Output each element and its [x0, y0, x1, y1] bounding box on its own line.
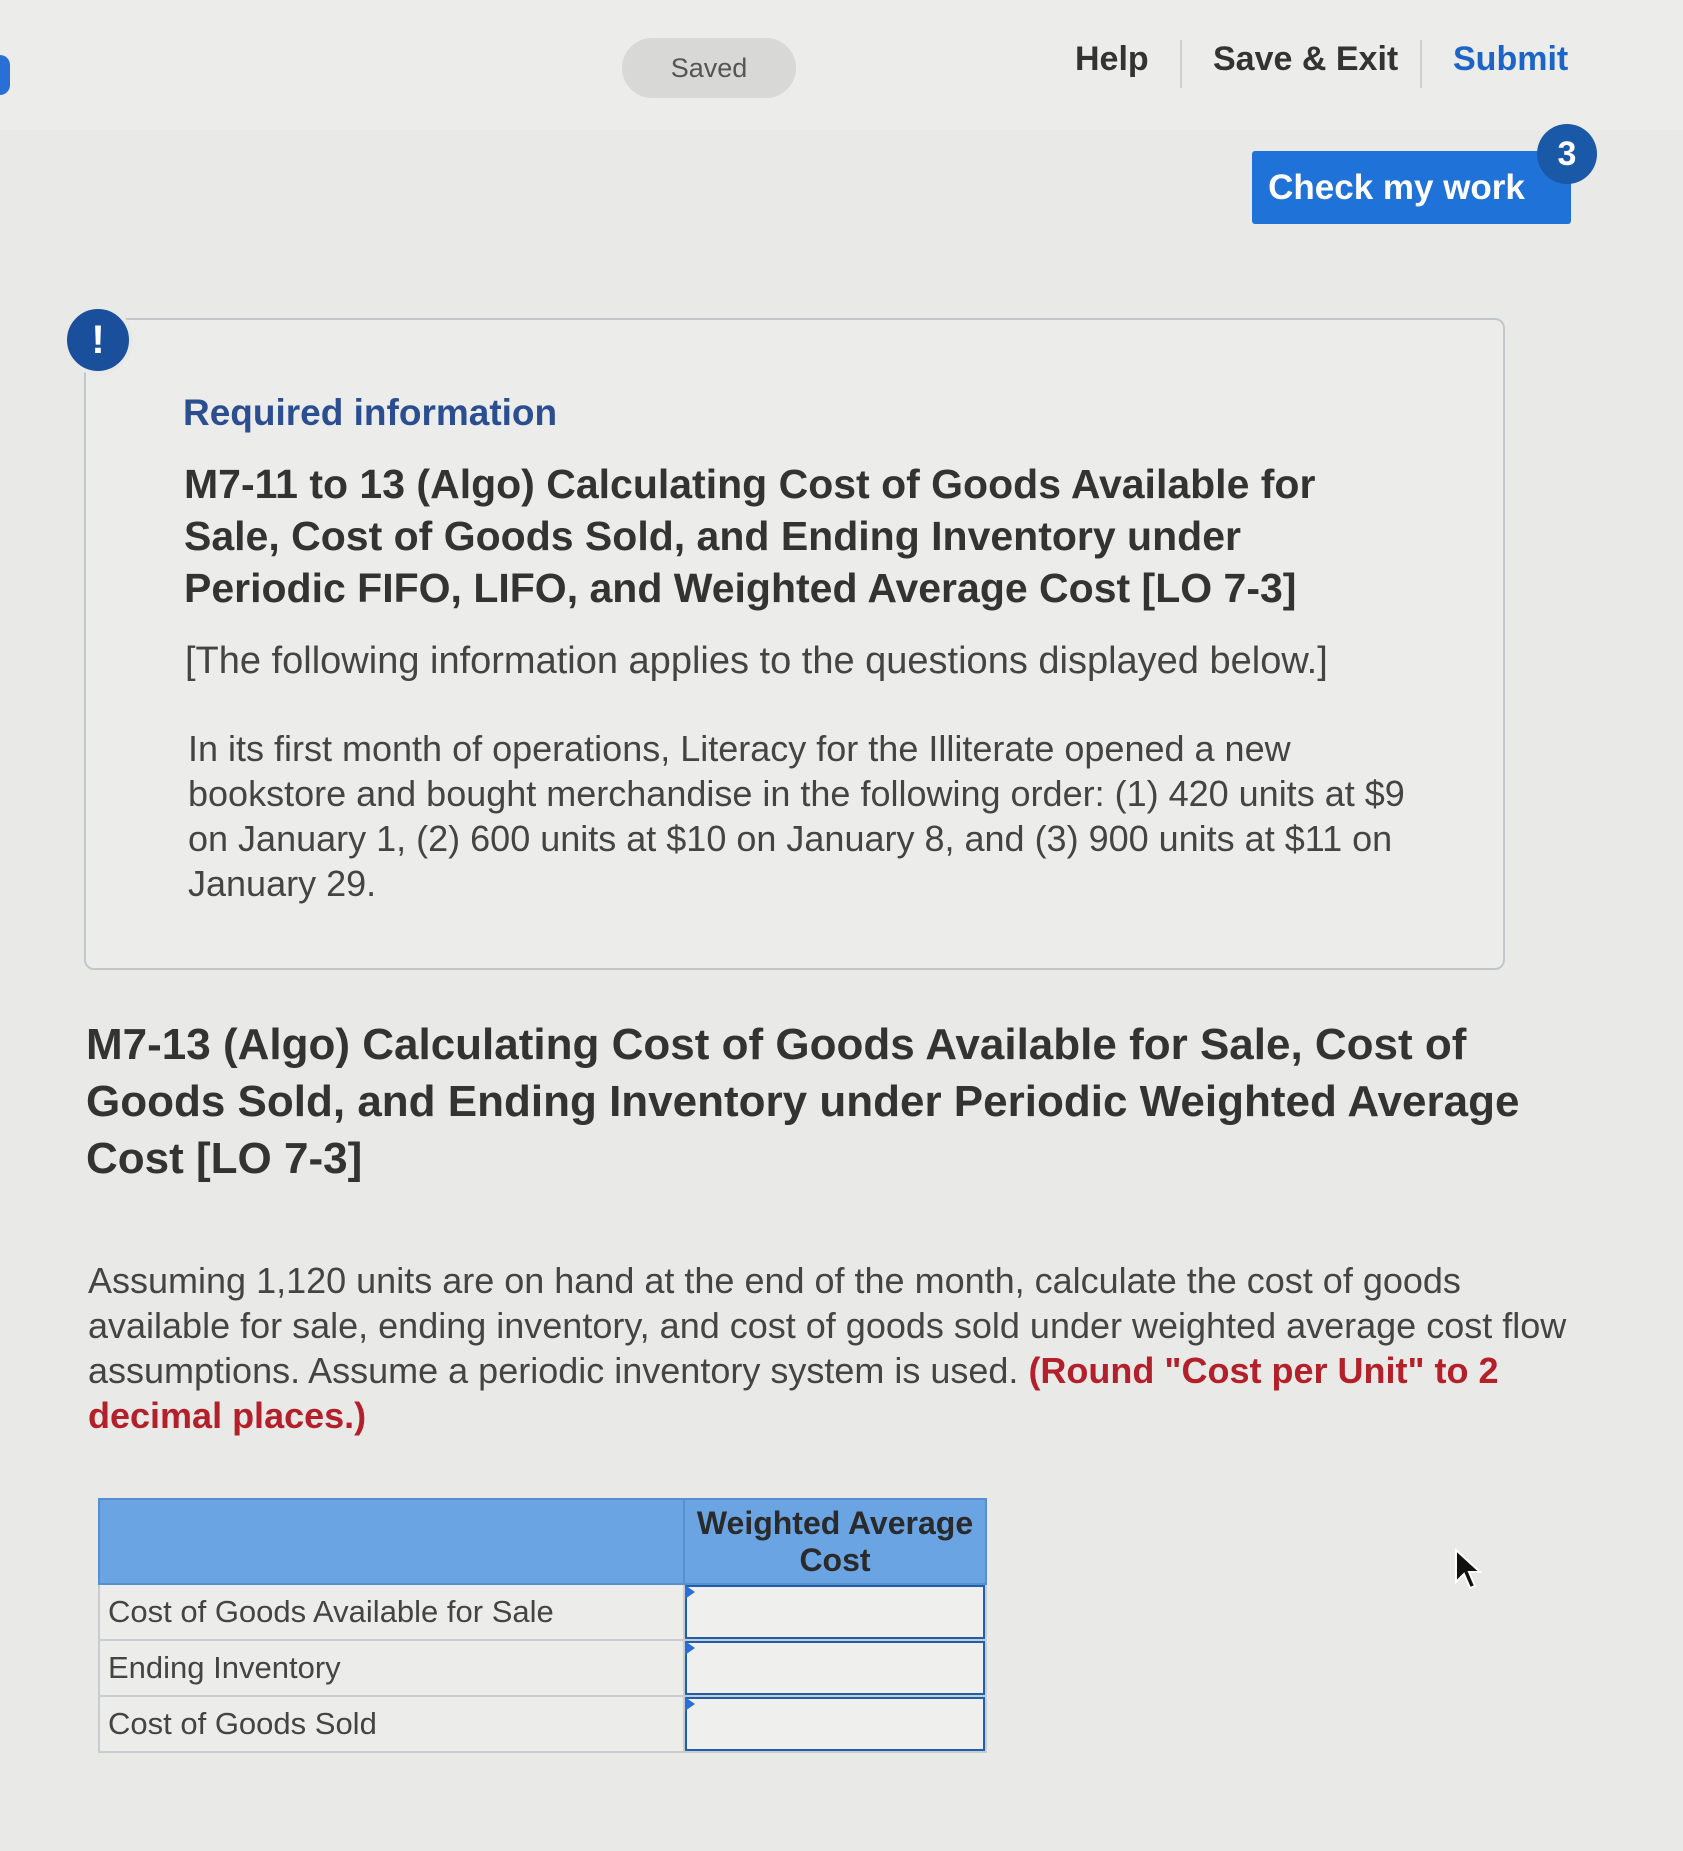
table-header-row: [99, 1499, 986, 1584]
row-label-cogas: Cost of Goods Available for Sale: [99, 1584, 684, 1640]
answer-cell: [684, 1640, 986, 1696]
nav-divider: [1180, 40, 1182, 88]
weighted-average-cost-header: Weighted Average Cost: [684, 1499, 986, 1584]
cell-marker-icon: [685, 1585, 695, 1599]
alert-icon: !: [63, 305, 133, 375]
cogs-input[interactable]: [685, 1697, 985, 1751]
question-body: [88, 1258, 1608, 1438]
save-exit-button[interactable]: Save & Exit: [1213, 40, 1399, 78]
answer-table: [98, 1498, 987, 1753]
question-title: M7-13 (Algo) Calculating Cost of Goods Available for Sale, Cost of Goods Sold, and Ending Inventory under Periodic Weighted Average Cost [LO 7-3]: [86, 1020, 1520, 1183]
info-title: M7-11 to 13 (Algo) Calculating Cost of Goods Available for Sale, Cost of Goods Sold, and Ending Inventory under Periodic FIFO, LIFO, and Weighted Average Cost [LO 7-3]: [184, 461, 1316, 611]
ending-inventory-input[interactable]: [685, 1641, 985, 1695]
required-information-heading: Required information: [183, 392, 558, 433]
question-text: Assuming 1,120 units are on hand at the end of the month, calculate the cost of goods available for sale, ending inventory, and cost of goods sold under weighted average cost flow assumptions. Assume a periodic inventory system is used.: [88, 1260, 1567, 1391]
table-row: [99, 1584, 986, 1640]
check-my-work-button[interactable]: Check my work: [1252, 151, 1571, 224]
help-button[interactable]: Help: [1075, 40, 1149, 78]
row-label-ending-inventory: Ending Inventory: [99, 1640, 684, 1696]
info-body: In its first month of operations, Literacy for the Illiterate opened a new bookstore and bought merchandise in the following order: (1) 420 units at $9 on January 1, (2) 600 units at $10 on January 8, and (3) 900 units at $11 on January 29.: [188, 728, 1405, 904]
side-tab-handle[interactable]: [0, 55, 10, 95]
submit-button[interactable]: Submit: [1453, 40, 1569, 78]
top-bar: [0, 0, 1683, 130]
rounding-instruction: (Round "Cost per Unit" to 2 decimal places.): [88, 1350, 1499, 1436]
cell-marker-icon: [685, 1697, 695, 1711]
cell-marker-icon: [685, 1641, 695, 1655]
table-row: [99, 1640, 986, 1696]
check-work-count-badge: 3: [1537, 124, 1597, 184]
mouse-pointer-icon: [1454, 1548, 1484, 1590]
row-label-cogs: Cost of Goods Sold: [99, 1696, 684, 1752]
answer-cell: [684, 1696, 986, 1752]
nav-divider: [1420, 40, 1422, 88]
saved-status: Saved: [622, 38, 796, 98]
table-row: [99, 1696, 986, 1752]
blank-header: [99, 1499, 684, 1584]
answer-cell: [684, 1584, 986, 1640]
info-note: [The following information applies to the questions displayed below.]: [185, 640, 1328, 682]
cogas-input[interactable]: [685, 1585, 985, 1639]
